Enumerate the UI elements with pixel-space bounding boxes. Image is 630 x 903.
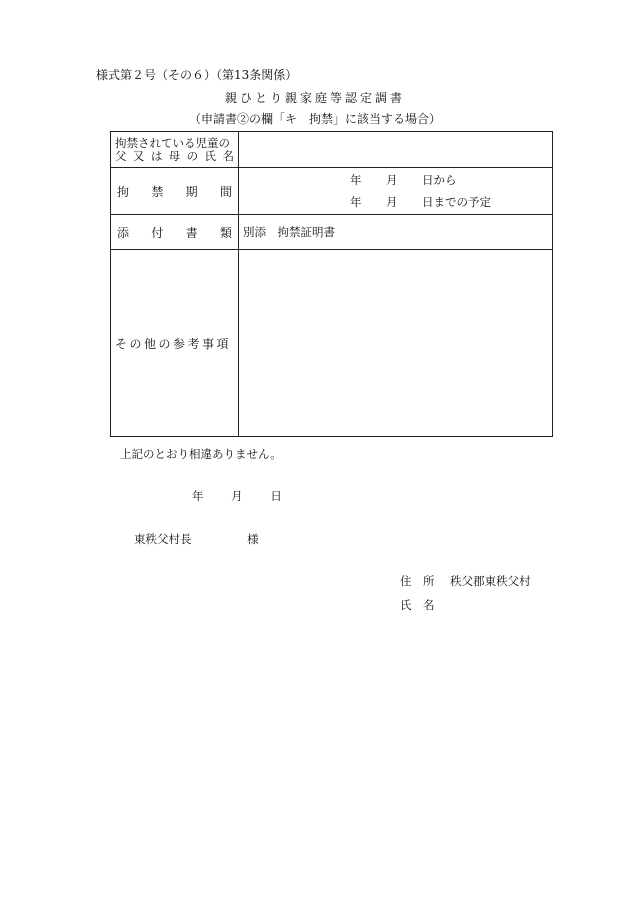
date-line: [192, 488, 282, 504]
date-year: 年: [192, 489, 204, 503]
detained-person-label-line2: 父 又 は 母 の 氏 名: [115, 148, 234, 163]
row-other: [111, 250, 553, 437]
row-period: [111, 168, 553, 215]
form-id: 様式第２号（その６）（第13条関係）: [96, 68, 298, 82]
page-subtitle: （申請書②の欄「キ 拘禁」に該当する場合）: [188, 112, 441, 126]
applicant-name: [400, 597, 435, 613]
attachments-value[interactable]: 別添 拘禁証明書: [239, 215, 553, 250]
confirm-text: 上記のとおり相違ありません。: [120, 447, 282, 461]
other-value[interactable]: [239, 250, 553, 437]
date-month: 月: [231, 489, 243, 503]
row-detained-person: [111, 132, 553, 168]
addressee-name: 東秩父村長: [134, 532, 192, 546]
period-from: 年 月 日から: [350, 173, 457, 187]
period-to: 年 月 日までの予定: [350, 195, 491, 209]
detained-person-label-line1: 拘禁されている児童の: [115, 135, 230, 150]
other-label: その他の参考事項: [111, 250, 239, 437]
period-value[interactable]: [239, 168, 553, 215]
attachments-label: 添 付 書 類: [111, 215, 239, 250]
detained-person-value[interactable]: [239, 132, 553, 168]
address-label: 住 所: [400, 574, 435, 588]
row-attachments: [111, 215, 553, 250]
form-table: [110, 131, 553, 437]
period-label: 拘 禁 期 間: [111, 168, 239, 215]
date-day: 日: [270, 489, 282, 503]
address-value: 秩父郡東秩父村: [450, 574, 531, 588]
name-label: 氏 名: [400, 598, 435, 612]
applicant-address: [400, 573, 531, 589]
addressee-suffix: 様: [247, 532, 259, 546]
page-title: 親ひとり親家庭等認定調書: [224, 91, 405, 105]
addressee: [134, 531, 259, 547]
detained-person-label: [111, 132, 239, 168]
